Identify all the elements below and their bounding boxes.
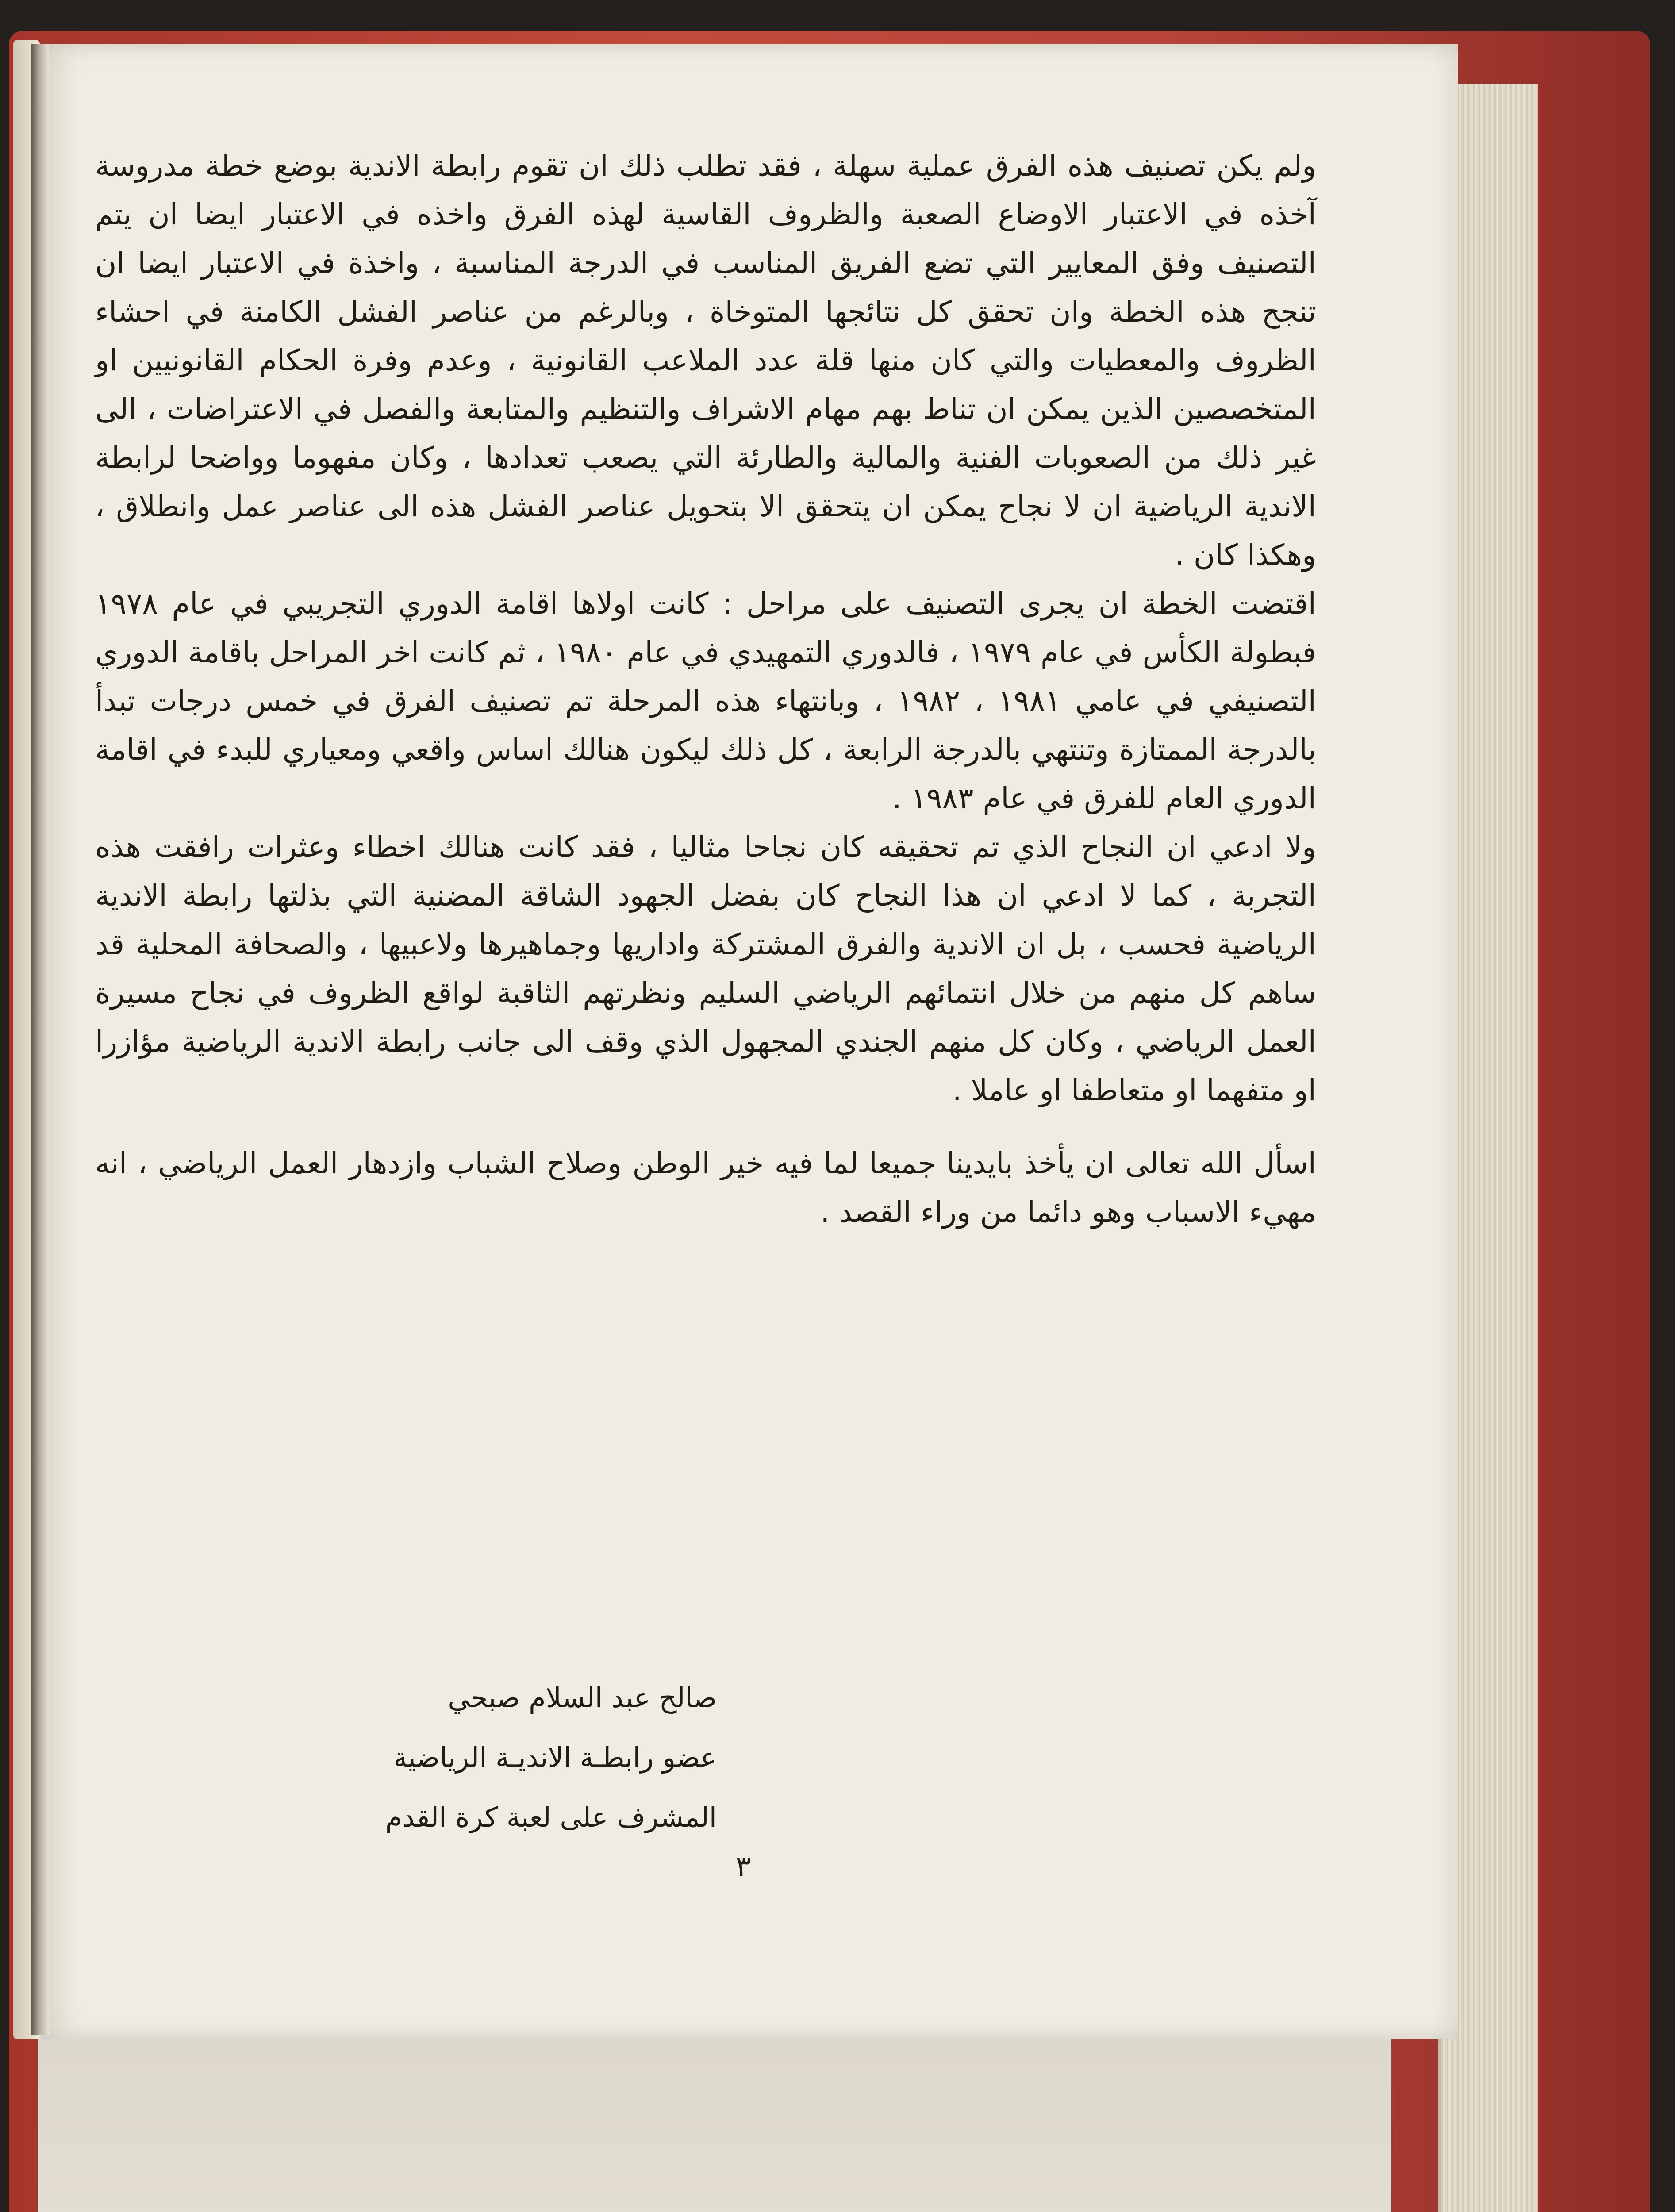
page-gutter [31,44,49,2035]
lower-leaf [38,2017,1391,2212]
paragraph-3: ولا ادعي ان النجاح الذي تم تحقيقه كان نجاحا مثاليا ، فقد كانت هنالك اخطاء وعثرات رافقت هذه التجربة ، كما لا ادعي ان هذا النجاح كان بفضل الجهود الشاقة المضنية التي بذلتها رابطة الاندية الرياضية فحسب ، بل ان الاندية والفرق المشتركة واداريها وجماهيرها ولاعبيها ، والصحافة المحلية قد ساهم كل منهم من خلال انتمائهم الرياضي السليم ونظرتهم الثاقبة لواقع الظروف في نجاح مسيرة العمل الرياضي ، وكان كل منهم الجندي المجهول الذي وقف الى جانب رابطة الاندية الرياضية مؤازرا او متفهما او متعاطفا او عاملا . [95,830,1316,1107]
signatory-title: عضو رابطـة الانديـة الرياضية [393,1741,717,1774]
signatory-name: صالح عبد السلام صبحي [448,1682,717,1714]
paragraph-2: اقتضت الخطة ان يجرى التصنيف على مراحل : كانت اولاها اقامة الدوري التجريبي في عام ١٩٧٨ فبطولة الكأس في عام ١٩٧٩ ، فالدوري التمهيدي في عام ١٩٨٠ ، ثم كانت اخر المراحل باقامة الدوري التصنيفي في عامي ١٩٨١ ، ١٩٨٢ ، وبانتهاء هذه المرحلة تم تصنيف الفرق في خمس درجات تبدأ بالدرجة الممتازة وتنتهي بالدرجة الرابعة ، كل ذلك ليكون هنالك اساس واقعي ومعياري للبدء في اقامة الدوري العام للفرق في عام ١٩٨٣ . [95,587,1316,815]
page-number: ٣ [735,1849,751,1883]
paragraph-1: ولم يكن تصنيف هذه الفرق عملية سهلة ، فقد تطلب ذلك ان تقوم رابطة الاندية بوضع خطة مدروسة آخذه في الاعتبار الاوضاع الصعبة والظروف القاسية لهذه الفرق واخذه في الاعتبار ايضا ان يتم التصنيف وفق المعايير التي تضع الفريق المناسب في الدرجة المناسبة ، واخذة في الاعتبار ايضا ان تنجح هذه الخطة وان تحقق كل نتائجها المتوخاة ، وبالرغم من عناصر الفشل الكامنة في احشاء الظروف والمعطيات والتي كان منها قلة عدد الملاعب القانونية ، وعدم وفرة الحكام القانونيين او المتخصصين الذين يمكن ان تناط بهم مهام الاشراف والتنظيم والمتابعة والفصل في الاعتراضات ، الى غير ذلك من الصعوبات الفنية والمالية والطارئة التي يصعب تعدادها ، وكان مفهوما وواضحا لرابطة الاندية الرياضية ان لا نجاح يمكن ان يتحقق الا بتحويل عناصر الفشل هذه الى عناصر عمل وانطلاق ، وهكذا كان . [95,149,1316,572]
signature-block [319,1668,717,1847]
paragraph-4: اسأل الله تعالى ان يأخذ بايدينا جميعا لما فيه خير الوطن وصلاح الشباب وازدهار العمل الرياضي ، انه مهيء الاسباب وهو دائما من وراء القصد . [95,1146,1316,1229]
body-text [95,142,1316,1237]
signatory-role: المشرف على لعبة كرة القدم [385,1801,717,1833]
